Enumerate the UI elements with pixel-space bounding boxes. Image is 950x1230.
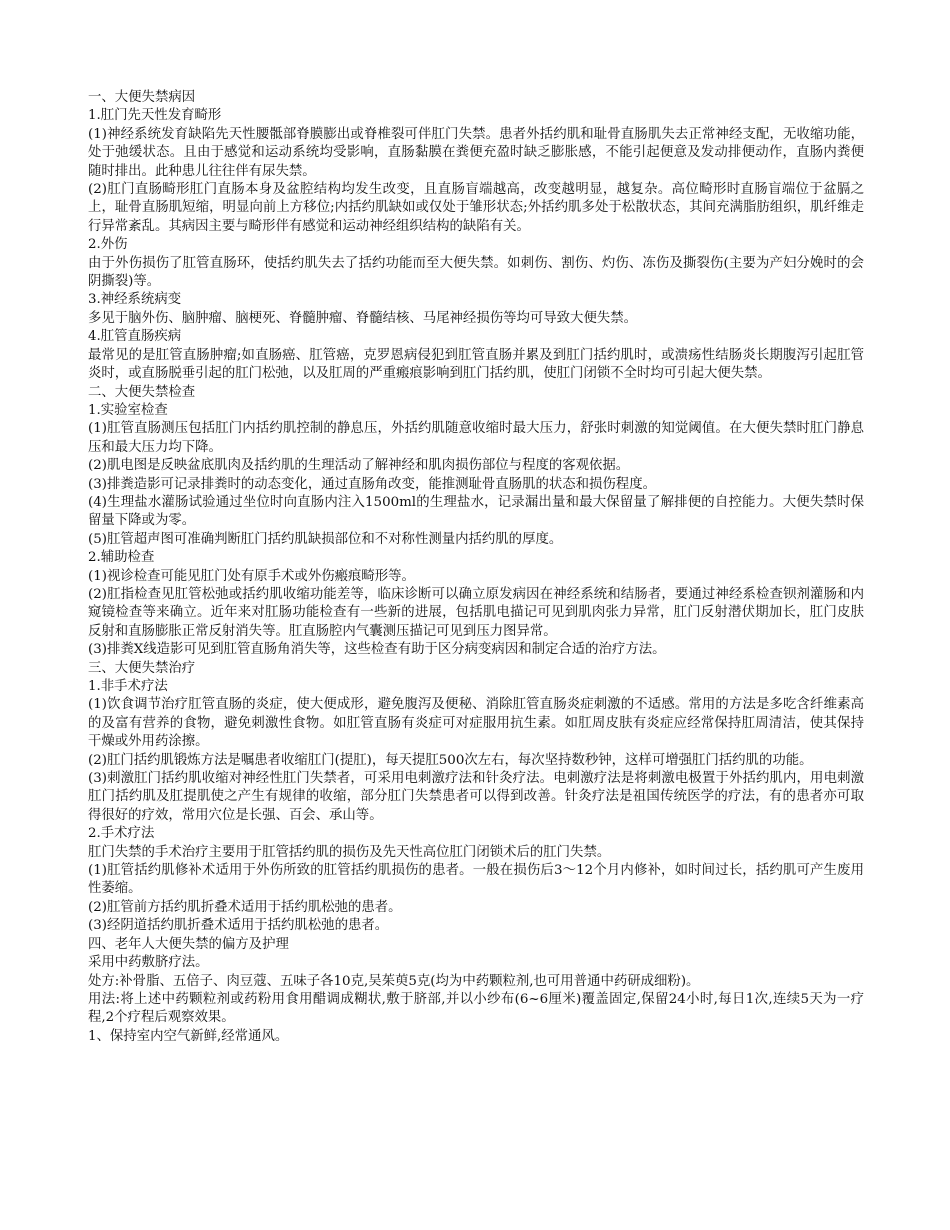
paragraph-usage: 用法:将上述中药颗粒剂或药粉用食用醋调成糊状,敷于脐部,并以小纱布(6~6厘米)覆盖固定,保留24小时,每日1次,连续5天为一疗程,2个疗程后观察效果。 — [88, 991, 864, 1026]
subheading-congenital: 1.肛门先天性发育畸形 — [88, 108, 222, 124]
paragraph: 采用中药敷脐疗法。 — [88, 955, 209, 971]
paragraph: (1)肛管括约肌修补术适用于外伤所致的肛管括约肌损伤的患者。一般在损伤后3～12个月内修补，如时间过长，括约肌可产生废用性萎缩。 — [88, 863, 864, 897]
subheading-surgical: 2.手术疗法 — [88, 826, 155, 842]
paragraph: (3)刺激肛门括约肌收缩对神经性肛门失禁者，可采用电刺激疗法和针灸疗法。电刺激疗法是将刺激电极置于外括约肌内，用电刺激肛门括约肌及肛提肌使之产生有规律的收缩，部分肛门失禁患者可以得到改善。针灸疗法是祖国传统医学的疗法，有的患者亦可取得很好的疗效，常用穴位是长强、百会、承山等。 — [88, 771, 864, 823]
section-heading-treatment: 三、大便失禁治疗 — [88, 660, 196, 676]
paragraph: (1)神经系统发育缺陷先天性腰骶部脊膜膨出或脊椎裂可伴肛门失禁。患者外括约肌和耻骨直肠肌失去正常神经支配，无收缩功能，处于弛缓状态。且由于感觉和运动系统均受影响，直肠黏膜在粪便充盈时缺乏膨胀感，不能引起便意及发动排便动作，直肠内粪便随时排出。此种患儿往往伴有尿失禁。 — [88, 126, 864, 179]
document-body — [88, 89, 864, 1046]
paragraph: (2)肌电图是反映盆底肌肉及括约肌的生理活动了解神经和肌肉损伤部位与程度的客观依据。 — [88, 458, 630, 474]
paragraph-prescription: 处方:补骨脂、五倍子、肉豆蔻、五味子各10克,吴茱萸5克(均为中药颗粒剂,也可用普通中药研成细粉)。 — [88, 973, 700, 989]
paragraph: (2)肛管前方括约肌折叠术适用于括约肌松弛的患者。 — [88, 899, 402, 915]
paragraph: (3)排粪造影可记录排粪时的动态变化，通过直肠角改变，能推测耻骨直肠肌的状态和损伤程度。 — [88, 476, 656, 492]
paragraph: 最常见的是肛管直肠肿瘤;如直肠癌、肛管癌，克罗恩病侵犯到肛管直肠并累及到肛门括约肌时，或溃疡性结肠炎长期腹泻引起肛管炎时，或直肠脱垂引起的肛门松弛，以及肛周的严重瘢痕影响到肛门括约肌，使肛门闭锁不全时均可引起大便失禁。 — [88, 347, 864, 382]
subheading-nonsurgical: 1.非手术疗法 — [88, 679, 168, 694]
paragraph: (3)排粪X线造影可见到肛管直肠角消失等，这些检查有助于区分病变病因和制定合适的治疗方法。 — [88, 642, 666, 658]
paragraph: (1)视诊检查可能见肛门处有原手术或外伤瘢痕畸形等。 — [88, 568, 415, 584]
subheading-lab: 1.实验室检查 — [88, 402, 168, 418]
section-heading-exam: 二、大便失禁检查 — [88, 384, 196, 400]
paragraph: (1)肛管直肠测压包括肛门内括约肌控制的静息压，外括约肌随意收缩时最大压力，舒张时刺激的知觉阈值。在大便失禁时肛门静息压和最大压力均下降。 — [88, 421, 864, 455]
paragraph: (4)生理盐水灌肠试验通过坐位时向直肠内注入1500ml的生理盐水，记录漏出量和最大保留量了解排便的自控能力。大便失禁时保留量下降或为零。 — [88, 494, 864, 529]
paragraph: (1)饮食调节治疗肛管直肠的炎症，使大便成形，避免腹泻及便秘、消除肛管直肠炎症刺激的不适感。常用的方法是多吃含纤维素高的及富有营养的食物，避免刺激性食物。如肛管直肠有炎症可对症服用抗生素。如肛周皮肤有炎症应经常保持肛周清洁，使其保持干燥或外用药涂擦。 — [88, 697, 864, 750]
paragraph-care: 1、保持室内空气新鲜,经常通风。 — [88, 1028, 289, 1044]
paragraph: 肛门失禁的手术治疗主要用于肛管括约肌的损伤及先天性高位肛门闭锁术后的肛门失禁。 — [88, 844, 611, 860]
paragraph: 多见于脑外伤、脑肿瘤、脑梗死、脊髓肿瘤、脊髓结核、马尾神经损伤等均可导致大便失禁。 — [88, 310, 638, 326]
paragraph: 由于外伤损伤了肛管直肠环，使括约肌失去了括约功能而至大便失禁。如刺伤、割伤、灼伤、冻伤及撕裂伤(主要为产妇分娩时的会阴撕裂)等。 — [88, 255, 864, 290]
subheading-neuro: 3.神经系统病变 — [88, 292, 182, 308]
paragraph: (2)肛门直肠畸形肛门直肠本身及盆腔结构均发生改变，且直肠盲端越高，改变越明显，越复杂。高位畸形时直肠盲端位于盆膈之上，耻骨直肠肌短缩，明显向前上方移位;内括约肌缺如或仅处于雏形状态;外括约肌多处于松散状态，其间充满脂肪组织，肌纤维走行异常紊乱。其病因主要与畸形伴有感觉和运动神经组织结构的缺陷有关。 — [88, 182, 864, 234]
section-heading-causes: 一、大便失禁病因 — [88, 90, 196, 105]
subheading-trauma: 2.外伤 — [88, 237, 128, 253]
paragraph: (2)肛指检查见肛管松弛或括约肌收缩功能差等，临床诊断可以确立原发病因在神经系统和结肠者，要通过神经系检查钡剂灌肠和内窥镜检查等来确立。近年来对肛肠功能检查有一些新的进展，包括肌电描记可见到肌肉张力异常，肛门反射潜伏期加长，肛门皮肤反射和直肠膨胀正常反射消失等。肛直肠腔内气囊测压描记可见到压力图异常。 — [88, 586, 864, 639]
section-heading-elderly: 四、老年人大便失禁的偏方及护理 — [88, 936, 289, 952]
paragraph: (3)经阴道括约肌折叠术适用于括约肌松弛的患者。 — [88, 918, 389, 934]
subheading-aux: 2.辅助检查 — [88, 550, 155, 566]
paragraph: (5)肛管超声图可准确判断肛门括约肌缺损部位和不对称性测量内括约肌的厚度。 — [88, 531, 563, 547]
subheading-anorectal: 4.肛管直肠疾病 — [88, 329, 182, 345]
paragraph: (2)肛门括约肌锻炼方法是嘱患者收缩肛门(提肛)，每天提肛500次左右，每次坚持数秒钟，这样可增强肛门括约肌的功能。 — [88, 752, 813, 768]
